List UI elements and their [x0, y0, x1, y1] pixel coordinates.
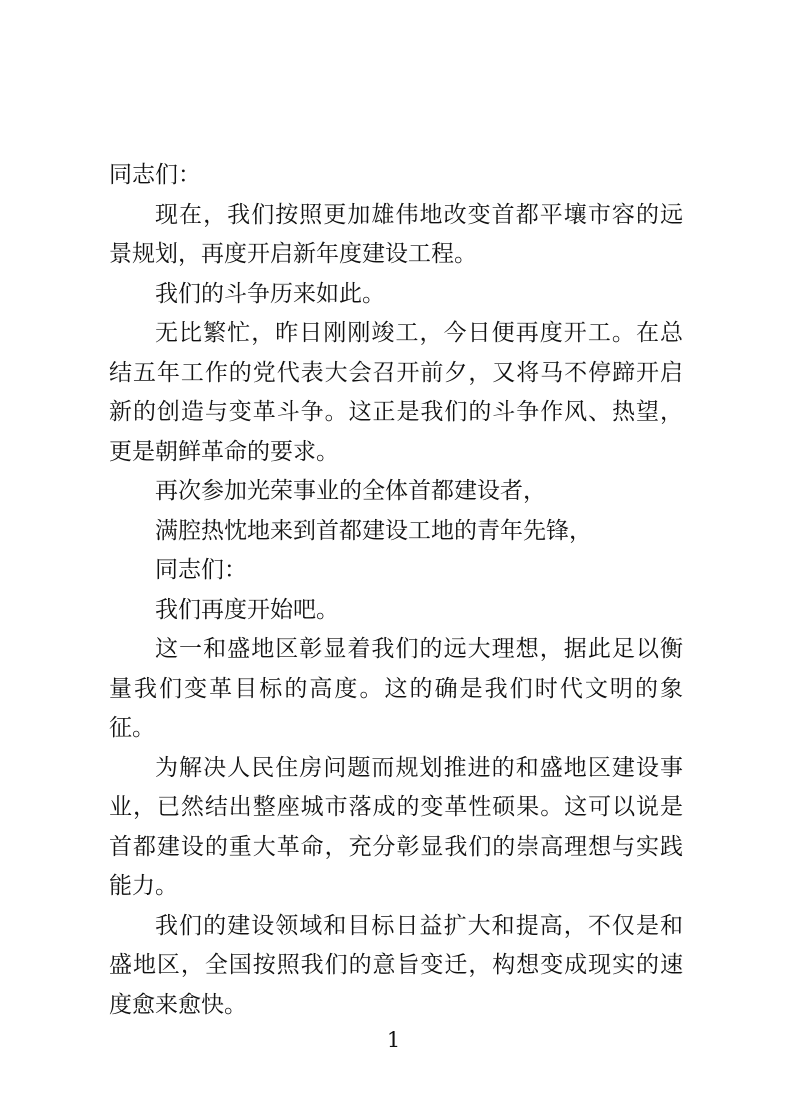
page-number: 1	[386, 1028, 401, 1052]
paragraph: 再次参加光荣事业的全体首都建设者，	[155, 478, 546, 504]
paragraph: 我们的建设领域和目标日益扩大和提高，不仅是和盛地区，全国按照我们的意旨变迁，构想变成现实的速度愈来愈快。	[109, 912, 683, 1018]
salutation: 同志们：	[109, 162, 201, 188]
paragraph: 同志们：	[155, 557, 247, 583]
paragraph: 这一和盛地区彰显着我们的远大理想，据此足以衡量我们变革目标的高度。这的确是我们时代文明的象征。	[109, 636, 683, 741]
paragraph: 满腔热忱地来到首都建设工地的青年先锋，	[155, 517, 592, 544]
paragraph: 无比繁忙，昨日刚刚竣工，今日便再度开工。在总结五年工作的党代表大会召开前夕，又将马不停蹄开启新的创造与变革斗争。这正是我们的斗争作风、热望，更是朝鲜革命的要求。	[109, 320, 683, 465]
paragraph: 我们再度开始吧。	[155, 596, 339, 623]
paragraph: 为解决人民住房问题而规划推进的和盛地区建设事业，已然结出整座城市落成的变革性硕果。这可以说是首都建设的重大革命，充分彰显我们的崇高理想与实践能力。	[109, 754, 683, 899]
body-text	[109, 156, 683, 1025]
paragraph: 现在，我们按照更加雄伟地改变首都平壤市容的远景规划，再度开启新年度建设工程。	[109, 201, 683, 267]
paragraph: 我们的斗争历来如此。	[155, 280, 385, 307]
